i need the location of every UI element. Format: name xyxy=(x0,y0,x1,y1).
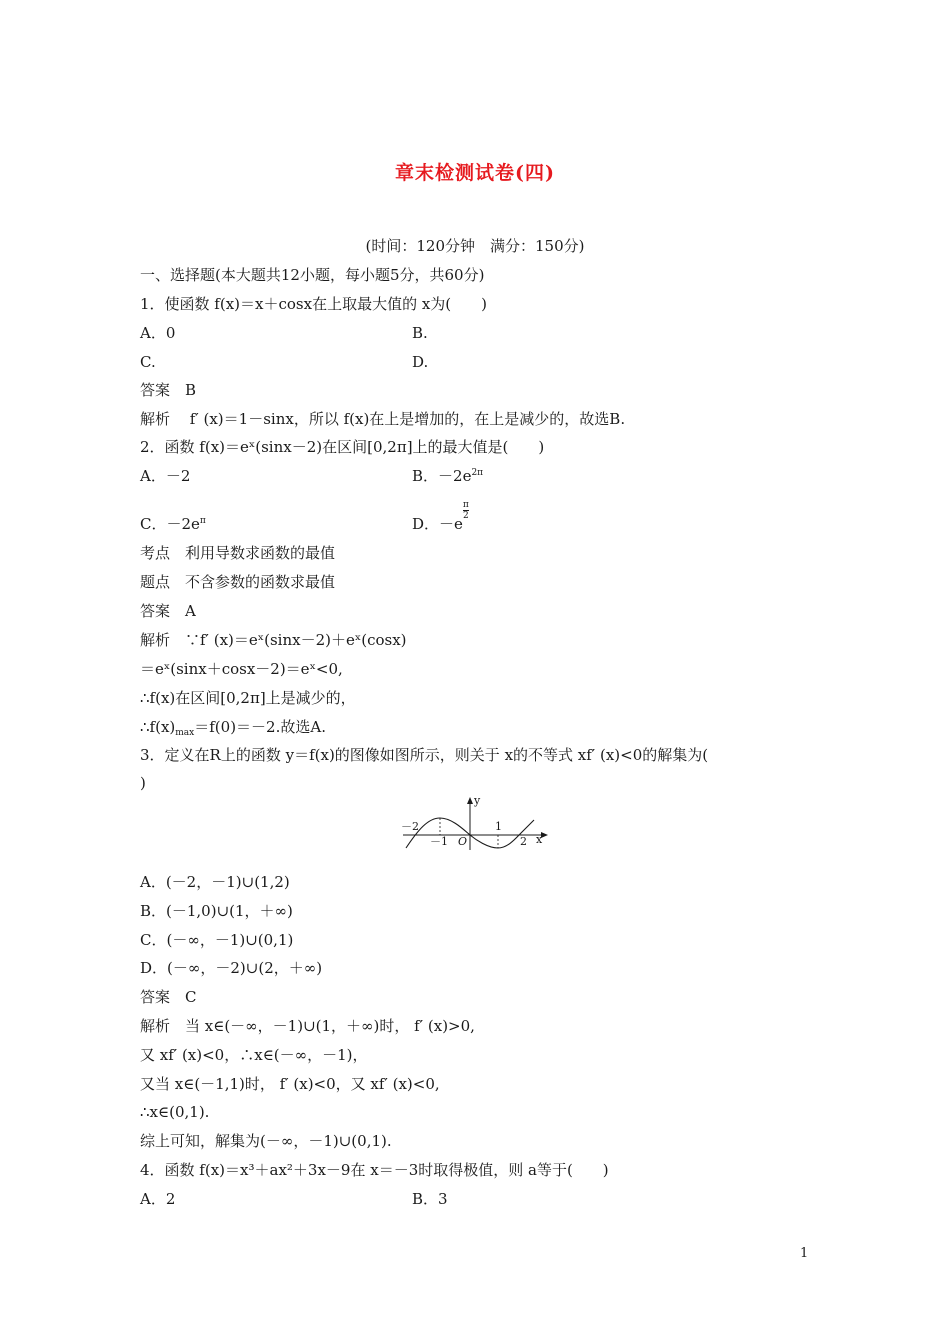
q3-analysis-4: ∴x∈(0,1). xyxy=(140,1103,210,1121)
q2-option-d-exponent xyxy=(463,500,469,521)
q3-analysis-1: 解析 当 x∈(－∞，－1)∪(1，＋∞)时， f′ (x)>0, xyxy=(140,1017,475,1035)
q2-kaodian: 考点 利用导数求函数的最值 xyxy=(140,544,336,562)
q2-answer: 答案 A xyxy=(140,602,196,620)
tick-label-2: 2 xyxy=(520,835,527,848)
q3-stem-line2: ) xyxy=(140,774,146,792)
q2-option-d-exp-num: π xyxy=(462,500,469,510)
q2-option-d-exp-den: 2 xyxy=(463,511,469,521)
q2-option-c-text: C．－2e xyxy=(140,515,200,533)
q3-analysis-3: 又当 x∈(－1,1)时， f′ (x)<0，又 xf′ (x)<0, xyxy=(140,1075,440,1093)
function-graph xyxy=(398,792,558,852)
section-heading: 一、选择题(本大题共12小题，每小题5分，共60分) xyxy=(140,266,485,284)
page-title: 章末检测试卷(四) xyxy=(395,162,555,184)
q4-option-a: A．2 xyxy=(140,1190,176,1208)
q3-option-b: B．(－1,0)∪(1，＋∞) xyxy=(140,902,293,920)
q3-conclusion: 综上可知，解集为(－∞，－1)∪(0,1). xyxy=(140,1132,392,1150)
q3-analysis-2: 又 xf′ (x)<0，∴x∈(－∞，－1)， xyxy=(140,1046,368,1064)
q2-option-c-exponent: π xyxy=(199,516,206,526)
q2-analysis-2: ＝eˣ(sinx＋cosx－2)＝eˣ<0, xyxy=(140,660,343,678)
q2-analysis-4-sub: max xyxy=(175,728,195,738)
q1-option-c: C. xyxy=(140,353,156,371)
q1-option-d: D. xyxy=(412,353,429,371)
q1-stem: 1．使函数 f(x)＝x＋cosx在上取最大值的 x为( ) xyxy=(140,295,488,313)
tick-label-minus-2: －2 xyxy=(401,820,419,833)
q3-stem-line1: 3．定义在R上的函数 y＝f(x)的图像如图所示，则关于 x的不等式 xf′ (x)<0的解集为( xyxy=(140,746,709,764)
q2-option-b xyxy=(412,466,483,486)
q2-analysis-1: 解析 ∵f′ (x)＝eˣ(sinx－2)＋eˣ(cosx) xyxy=(140,631,407,649)
q2-option-d xyxy=(412,500,469,535)
q2-option-c xyxy=(140,514,206,534)
page-number: 1 xyxy=(800,1246,809,1261)
tick-label-1: 1 xyxy=(495,820,502,833)
q3-option-c: C．(－∞，－1)∪(0,1) xyxy=(140,931,294,949)
q2-analysis-4-pre: ∴f(x) xyxy=(140,718,176,736)
q4-stem: 4．函数 f(x)＝x³＋ax²＋3x－9在 x＝－3时取得极值，则 a等于( ) xyxy=(140,1161,609,1179)
q3-answer: 答案 C xyxy=(140,988,197,1006)
q1-answer: 答案 B xyxy=(140,381,197,399)
exam-info: (时间：120分钟 满分：150分) xyxy=(365,237,585,255)
q4-option-b: B．3 xyxy=(412,1190,448,1208)
q2-analysis-3: ∴f(x)在区间[0,2π]上是减少的， xyxy=(140,689,356,707)
q2-option-b-text: B．－2e xyxy=(412,467,472,485)
q2-analysis-4 xyxy=(140,717,326,737)
q2-option-d-text: D．－e xyxy=(412,515,463,533)
x-label: x xyxy=(536,833,543,846)
q2-stem: 2．函数 f(x)＝eˣ(sinx－2)在区间[0,2π]上的最大值是( ) xyxy=(140,438,545,456)
q1-analysis: 解析 f′ (x)＝1－sinx，所以 f(x)在上是增加的，在上是减少的，故选B. xyxy=(140,410,626,428)
y-label: y xyxy=(474,794,481,807)
tick-label-minus-1: －1 xyxy=(430,835,448,848)
q3-option-d: D．(－∞，－2)∪(2，＋∞) xyxy=(140,959,323,977)
q3-option-a: A．(－2，－1)∪(1,2) xyxy=(140,873,290,891)
q2-option-b-exponent: 2π xyxy=(471,468,484,478)
q1-option-b: B. xyxy=(412,324,428,342)
q2-analysis-4-post: ＝f(0)＝－2.故选A. xyxy=(194,718,326,736)
origin-label: O xyxy=(458,835,468,848)
y-axis-arrow xyxy=(467,797,473,804)
q2-tidian: 题点 不含参数的函数求最值 xyxy=(140,573,336,591)
q2-option-a: A．－2 xyxy=(140,467,191,485)
q1-option-a: A．0 xyxy=(140,324,176,342)
